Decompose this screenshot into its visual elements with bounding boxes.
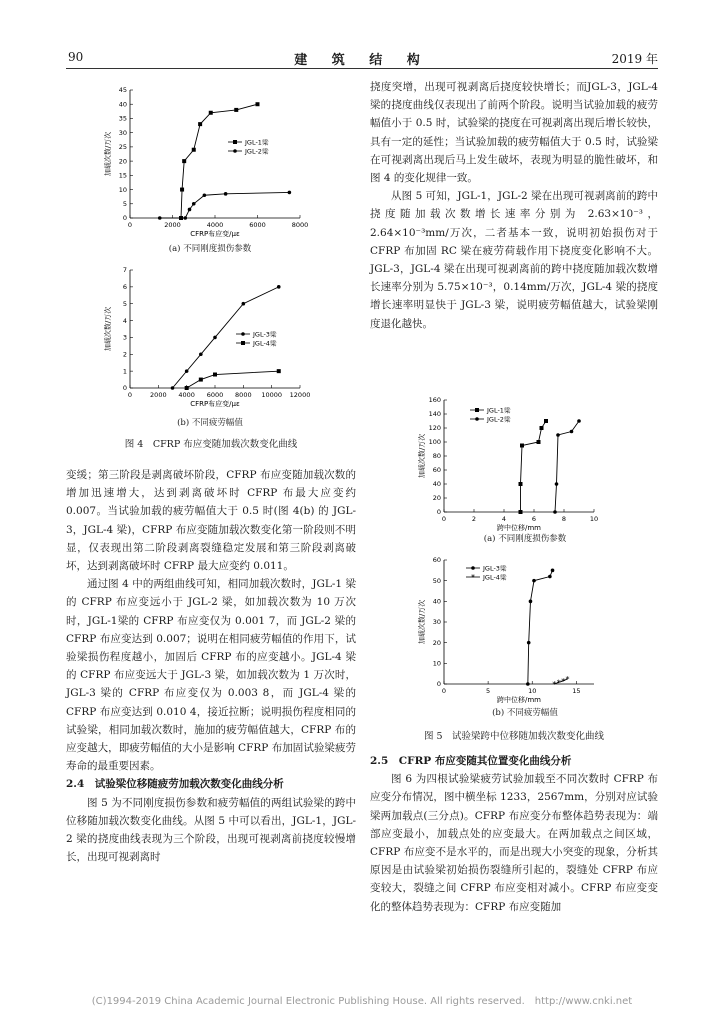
y-tick-label: 140 <box>428 410 441 419</box>
x-tick-label: 0 <box>441 515 447 523</box>
data-point <box>185 386 189 390</box>
journal-title: 建 筑 结 构 <box>294 53 430 68</box>
y-tick-label: 40 <box>432 480 441 489</box>
fig5b-chart <box>410 552 630 720</box>
data-point <box>199 378 203 382</box>
x-tick-label: 2000 <box>164 221 181 229</box>
x-tick-label: 4000 <box>178 391 195 399</box>
data-point <box>183 216 187 220</box>
data-point <box>519 482 523 486</box>
data-point <box>198 122 202 126</box>
data-point <box>213 336 217 340</box>
data-point <box>213 373 217 377</box>
x-tick-label: 4 <box>501 515 507 523</box>
paragraph: 图 5 为不同刚度损伤参数和疲劳幅值的两组试验梁的跨中位移随加载次数变化曲线。从图 5 中可以看出，JGL-1，JGL-2 梁的挠度曲线表现为三个阶段，出现可视剥离前挠度较慢增长，出现可视剥离时 <box>66 796 356 864</box>
data-point <box>471 566 475 570</box>
legend-label: JGL-2梁 <box>487 415 511 424</box>
data-point <box>199 352 203 356</box>
data-point <box>185 369 189 373</box>
x-tick-label: 8000 <box>291 221 309 229</box>
x-tick-label: 4000 <box>206 221 224 229</box>
x-tick-label: 8 <box>561 515 567 523</box>
x-tick-label: 8000 <box>235 391 252 399</box>
y-tick-label: 0 <box>122 384 127 393</box>
data-point <box>242 302 246 306</box>
y-tick-label: 45 <box>118 86 127 95</box>
data-point <box>526 682 530 686</box>
data-point <box>158 216 162 220</box>
legend-label: JGL-1梁 <box>245 138 269 147</box>
data-point <box>233 140 237 144</box>
x-tick-label: 0 <box>127 221 133 229</box>
data-point <box>277 369 281 373</box>
fig5-caption: 图 5 试验梁跨中位移随加载次数变化曲线 <box>423 731 605 742</box>
fig5b-subcaption: (b) 不同疲劳幅值 <box>492 708 558 718</box>
data-point <box>544 419 548 423</box>
y-tick-label: 40 <box>118 100 127 109</box>
right-column-bottom <box>370 752 658 916</box>
data-point <box>192 202 196 206</box>
series-line <box>528 570 553 684</box>
data-point <box>241 332 245 336</box>
legend-label: JGL-1梁 <box>487 406 511 415</box>
data-point <box>556 433 560 437</box>
fig4b-subcaption: (b) 不同疲劳幅值 <box>177 418 243 428</box>
y-tick-label: 0 <box>122 214 127 223</box>
data-point <box>537 440 541 444</box>
legend-label: JGL-2梁 <box>245 147 269 156</box>
data-point <box>475 408 479 412</box>
y-tick-label: 5 <box>122 199 127 208</box>
section-heading-2-4: 2.4 试验梁位移随疲劳加载次数变化曲线分析 <box>66 778 284 791</box>
x-tick-label: 0 <box>441 687 447 695</box>
y-axis-label: 加载次数/万次 <box>104 306 112 352</box>
data-point <box>209 111 213 115</box>
legend-label: JGL-3梁 <box>483 564 507 573</box>
y-tick-label: 10 <box>118 185 127 194</box>
x-tick-label: 5 <box>486 687 491 695</box>
paragraph: 从图 5 可知，JGL-1，JGL-2 梁在出现可视剥离前的跨中挠度随加载次数增长速率分别为 2.63×10⁻³，2.64×10⁻³mm/万次，二者基本一致，说明初始损伤对于 CFRP 布加固 RC 梁在疲劳荷载作用下挠度变化影响不大。JGL-3，JGL-4 梁在出现可视剥离前的跨中挠度随加载次数增长速率分别为 5.75×10⁻³，0.14mm/万次，JGL-4 梁的挠度增长速率明显快于 JGL-3 梁，说明疲劳幅值越大，试验梁刚度退化越快。 <box>370 190 658 330</box>
legend-label: JGL-4梁 <box>483 573 507 582</box>
data-point <box>577 419 581 423</box>
data-point <box>540 426 544 430</box>
fig4a-chart <box>96 84 316 266</box>
data-point: * <box>471 573 475 582</box>
journal-year: 2019 年 <box>611 52 658 66</box>
x-tick-label: 6000 <box>206 391 224 399</box>
data-point <box>241 341 245 345</box>
data-point <box>256 102 260 106</box>
data-point <box>182 159 186 163</box>
y-tick-label: 40 <box>432 597 441 606</box>
data-point: * <box>561 676 566 686</box>
legend-label: JGL-3梁 <box>253 330 277 339</box>
series-line <box>160 192 290 218</box>
right-column-top <box>370 78 658 333</box>
section-heading-2-5: 2.5 CFRP 布应变随其位置变化曲线分析 <box>370 755 572 767</box>
data-point: * <box>552 680 557 689</box>
data-point <box>527 641 531 645</box>
x-axis-label: 跨中位移/mm <box>497 524 541 532</box>
data-point <box>188 208 192 212</box>
y-tick-label: 20 <box>432 494 441 503</box>
y-tick-label: 20 <box>118 157 127 166</box>
copyright-footer: (C)1994-2019 China Academic Journal Electronic Publishing House. All rights reserved. http://www.cnki.net <box>91 996 633 1007</box>
y-tick-label: 100 <box>428 438 441 447</box>
y-axis-label: 加载次数/万次 <box>104 131 112 177</box>
data-point <box>520 444 524 448</box>
x-tick-label: 12000 <box>289 391 311 399</box>
x-axis-label: 跨中位移/mm <box>497 696 541 704</box>
y-tick-label: 25 <box>118 143 127 152</box>
series-line <box>521 421 547 512</box>
y-tick-label: 2 <box>122 350 127 359</box>
data-point <box>555 482 559 486</box>
data-point <box>551 569 555 573</box>
x-axis-label: CFRP布应变/με <box>190 230 240 238</box>
data-point <box>548 575 552 579</box>
y-tick-label: 50 <box>432 576 441 585</box>
data-point <box>233 149 237 153</box>
x-tick-label: 10 <box>589 515 599 523</box>
x-tick-label: 0 <box>127 391 133 399</box>
y-tick-label: 1 <box>122 367 127 376</box>
data-point <box>203 193 207 197</box>
paragraph: 变缓；第三阶段是剥离破坏阶段，CFRP 布应变随加载次数的增加迅速增大，达到剥离破坏时 CFRP 布最大应变约 0.007。当试验加载的疲劳幅值大于 0.5 时(图 4(b) 的 JGL-3，JGL-4 梁)，CFRP 布应变随加载次数变化第一阶段则不明显，仅表现出第二阶段剥离裂缝稳定发展和第三阶段剥离破坏，达到剥离破坏时 CFRP 最大应变约 0.011。 <box>66 469 356 573</box>
x-tick-label: 2 <box>471 515 477 523</box>
data-point <box>288 191 292 195</box>
y-tick-label: 20 <box>432 638 441 647</box>
y-tick-label: 0 <box>436 508 441 517</box>
y-tick-label: 30 <box>118 128 127 137</box>
y-tick-label: 15 <box>118 171 127 180</box>
data-point <box>192 148 196 152</box>
fig4-caption: 图 4 CFRP 布应变随加载次数变化曲线 <box>124 439 298 450</box>
y-tick-label: 160 <box>428 396 441 405</box>
fig4b-chart <box>96 262 316 430</box>
data-point <box>519 510 523 514</box>
legend-label: JGL-4梁 <box>253 339 277 348</box>
x-tick-label: 6000 <box>249 221 266 229</box>
data-point <box>529 600 533 604</box>
y-tick-label: 35 <box>118 114 127 123</box>
data-point <box>224 192 228 196</box>
y-tick-label: 6 <box>122 283 127 292</box>
page-number: 90 <box>68 50 84 64</box>
y-tick-label: 4 <box>122 316 127 325</box>
y-tick-label: 7 <box>122 266 127 275</box>
paragraph: 挠度突增，出现可视剥离后挠度较快增长；而JGL-3，JGL-4 梁的挠度曲线仅表现出了前两个阶段。说明当试验加载的疲劳幅值小于 0.5 时，试验梁的挠度在可视剥离出现后增长较快，具有一定的延性；当试验加载的疲劳幅值大于 0.5 时，试验梁在可视剥离出现后马上发生破坏，表现为明显的脆性破坏，和图 4 的变化规律一致。 <box>370 81 658 185</box>
left-column <box>66 466 356 866</box>
series-line <box>181 104 258 218</box>
fig5a-chart <box>410 396 630 544</box>
y-axis-label: 加载次数/万次 <box>418 433 426 479</box>
paragraph: 图 6 为四根试验梁疲劳试验加载至不同次数时 CFRP 布应变分布情况，图中横坐标 1233，2567mm，分别对应试验梁两加载点(三分点)。CFRP 布应变分布整体趋势表现为：端部应变最小，加载点处的应变最大。在两加载点之间区域，CFRP 布应变不是水平的，而是出现大小突变的现象，分析其原因是由试验梁初始损伤裂缝所引起的，裂缝处 CFRP 布应变较大，裂缝之间 CFRP 布应变相对减小。CFRP 布应变变化的整体趋势表现为：CFRP 布应变随加 <box>370 773 658 913</box>
x-tick-label: 10 <box>528 687 537 695</box>
running-header <box>66 46 658 69</box>
data-point <box>171 386 175 390</box>
data-point <box>553 510 557 514</box>
data-point: * <box>556 678 561 688</box>
x-tick-label: 2000 <box>150 391 167 399</box>
x-tick-label: 15 <box>572 687 581 695</box>
y-tick-label: 3 <box>122 333 127 342</box>
data-point <box>475 417 479 421</box>
data-point <box>570 430 574 434</box>
y-tick-label: 60 <box>432 466 441 475</box>
paragraph: 通过图 4 中的两组曲线可知，相同加载次数时，JGL-1 梁的 CFRP 布应变远小于 JGL-2 梁，如加载次数为 10 万次时，JGL-1梁的 CFRP 布应变仅为 0.001 7，而 JGL-2 梁的 CFRP 布应变达到 0.007；说明在相同疲劳幅值的作用下，试验梁损伤程度越小，加固后 CFRP 布的应变越小。JGL-4 梁的 CFRP 布应变远大于 JGL-3 梁，如加载次数为 1 万次时，JGL-3 梁的 CFRP 布应变仅为 0.003 8，而 JGL-4 梁的 CFRP 布应变达到 0.010 4，接近拉断；说明损伤程度相同的试验梁，相同加载次数时，施加的疲劳幅值越大，CFRP 布的应变越大，即疲劳幅值的大小是影响 CFRP 布加固试验梁疲劳寿命的最重要因素。 <box>66 578 356 773</box>
x-tick-label: 10000 <box>261 391 283 399</box>
x-axis-label: CFRP布应变/με <box>190 400 240 408</box>
data-point <box>180 188 184 192</box>
y-tick-label: 120 <box>428 424 441 433</box>
y-tick-label: 0 <box>436 680 441 689</box>
y-axis-label: 加载次数/万次 <box>418 599 426 645</box>
fig5a-subcaption: (a) 不同刚度损伤参数 <box>483 534 567 544</box>
data-point <box>277 285 281 289</box>
y-tick-label: 5 <box>122 299 127 308</box>
fig4a-subcaption: (a) 不同刚度损伤参数 <box>168 244 252 254</box>
y-tick-label: 10 <box>432 659 441 668</box>
y-tick-label: 60 <box>432 556 441 565</box>
data-point: * <box>565 674 570 684</box>
data-point <box>532 579 536 583</box>
y-tick-label: 80 <box>432 452 441 461</box>
x-tick-label: 6 <box>531 515 537 523</box>
data-point <box>234 108 238 112</box>
y-tick-label: 30 <box>432 618 441 627</box>
